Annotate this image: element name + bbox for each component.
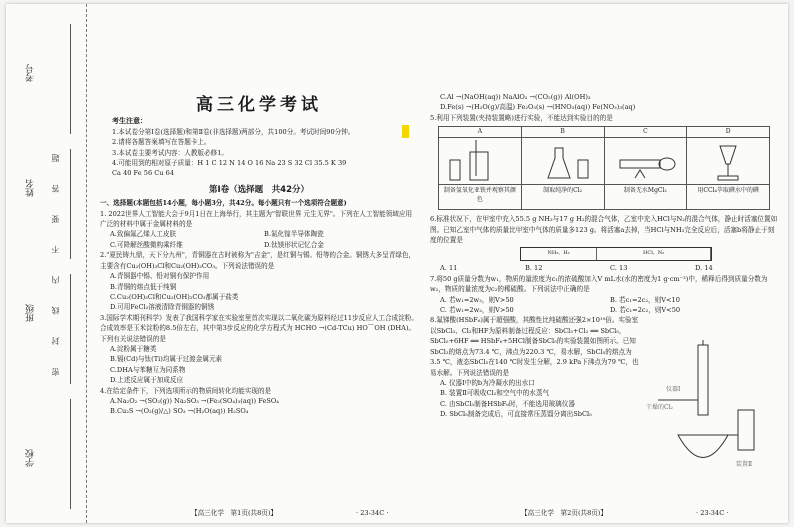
option: A. 仪器Ⅰ中的b为冷凝水的出水口 xyxy=(440,378,535,387)
apparatus-a: A 制备氢氧化亚铁并观察其颜色 xyxy=(439,127,522,209)
option: B.青铜的熔点低于纯铜 xyxy=(110,282,177,291)
fill-line xyxy=(70,24,71,134)
option: D. SbCl₅制备完成后，可直接常压蒸馏分离出SbCl₅ xyxy=(440,410,592,419)
option: C.DHA与苯糖互为同系物 xyxy=(110,365,186,374)
option: D.可用FeCl₃溶液清除青铜器的铜锈 xyxy=(110,303,215,312)
notice-item: 1.本试卷分第Ⅰ卷(选择题)和第Ⅱ卷(非选择题)两部分，共100分。考试时间90分钟。 xyxy=(112,127,355,136)
label-dry-chlorine: 干燥的Cl₂ xyxy=(646,404,673,411)
notice-item: Ca 40 Fe 56 Cu 64 xyxy=(112,169,175,178)
question-stem: 3.国际学术期刊科学》发表了我国科学家在实验室里首次实现以二氧化碳为原料经过11步反应人工合成淀粉。合成效率是玉米淀粉的8.5倍左右，其中第3步反应的化学方程式为 HCHO →(Cd-TCu) HO⌒OH (DHA)。下列有关说法错误的是 xyxy=(100,313,418,343)
fill-line xyxy=(70,274,71,384)
question-stem: 5.利用下列装置(夹持装置略)进行实验，不能达到实验目的的是 xyxy=(430,113,613,122)
question-stem: 8.氟锑酸(HSbF₆)属于超强酸，其酸性比纯硫酸还强2×10¹⁹倍。实验室以SbCl₃、Cl₂和HF为原料制备过程反应：SbCl₃+Cl₂ ══ SbCl₅，SbCl₅+6HF ══ HSbF₆+5HCl制备SbCl₅的实验装置如图所示。已知SbCl₃的熔点为73.4 ℃，沸点为220.3 ℃，易水解，SbCl₅的熔点为3.5 ℃，液态SbCl₅在140 ℃时发生分解，2.9 kPa下沸点为79 ℃，也易水解。下列说法错误的是 xyxy=(430,316,639,377)
option: C. 13 xyxy=(610,264,628,273)
option: B. 装置Ⅱ可吸收Cl₂和空气中的水蒸气 xyxy=(440,389,550,398)
question-stem: 7.将50 g质量分数为w₁，物质的量浓度为c₁的浓硫酸加入V mL水(水的密度为1 g·cm⁻³)中，稀释后得到质量分数为w₂，物质的量浓度为c₂的稀硫酸。下列说法中正确的是 xyxy=(430,274,768,294)
question-stem: 2."夏民铸九鼎，天下分九州"，青铜器在古时被称为"吉金"，是红铜与锡、铅等的合金。铜锈大多呈青绿色，主要含有Cu₂(OH)₃Cl和Cu₂(OH)₂CO₃。下列说法错误的是 xyxy=(100,251,416,270)
option: C. 若w₁=2w₂，则V>50 xyxy=(440,306,514,315)
footer-right-page: 【高三化学 第2页(共8页)】 xyxy=(521,509,608,517)
apparatus-table xyxy=(438,126,770,210)
left-column xyxy=(100,4,418,417)
options xyxy=(100,271,418,313)
fill-line xyxy=(70,399,71,509)
chamber-label-left: NH₃、H₂ xyxy=(521,248,597,260)
option: A.淀粉属于糖类 xyxy=(110,344,157,353)
label-instrument-1: 仪器Ⅰ xyxy=(666,386,681,393)
binding-margin xyxy=(6,4,87,523)
option: B. 若c₁=2c₂，则V<10 xyxy=(610,295,680,304)
question-1 xyxy=(100,209,418,251)
option: A.致偏氟乙烯人工皮肤 xyxy=(110,230,177,239)
option: B. 12 xyxy=(525,264,543,273)
label-device-2: 装置Ⅱ xyxy=(736,461,753,468)
q8-apparatus-drawing xyxy=(638,340,778,490)
options xyxy=(430,378,640,420)
apparatus-d: D 用CCl₄萃取碘水中的碘 xyxy=(687,127,769,209)
notice-item: 4.可能用到的相对原子质量：H 1 C 12 N 14 O 16 Na 23 S 32 Cl 35.5 K 39 xyxy=(112,159,347,168)
options xyxy=(100,344,418,386)
question-6 xyxy=(430,214,780,274)
question-stem: 6.标准状况下，在甲室中充入55.5 g NH₃与17 g H₂的混合气体，乙室中充入HCl与N₂的混合气体，静止时活塞位置如图。已知乙室中气体的质量比甲室中气体的质量多123 g。将活塞a去掉，当HCl与NH₃完全反应后，活塞b将静止于刻度的位置是 xyxy=(430,215,778,245)
option: C.Al →(NaOH(aq)) NaAlO₂ →(CO₂(g)) Al(OH)₃ xyxy=(440,93,591,101)
option: A.青铜器中锡、铅对铜有保护作用 xyxy=(110,272,210,281)
option: B.氮化镓半导体陶瓷 xyxy=(264,230,324,239)
footer-left-code: · 23-34C · xyxy=(356,509,389,517)
apparatus-c-drawing xyxy=(605,138,685,184)
options xyxy=(430,263,780,273)
option: D.上述反应属于加成反应 xyxy=(110,376,184,385)
option: A. 若w₁=2w₂，则V>50 xyxy=(440,295,514,304)
apparatus-c: C 制备无水MgCl₂ xyxy=(605,127,688,209)
question-stem: 1. 2022世界人工智能大会于9月1日在上海举行，其主题为"智联世界 元生无界"。下列在人工智能领域应用广泛的材料中属于金属材料的是 xyxy=(100,209,413,229)
option: A. 11 xyxy=(440,264,458,273)
option: C.可降解丝酸微构乘纤维 xyxy=(110,240,183,249)
question-stem: 4.在给定条件下，下列选项所示的物质间转化均能实现的是 xyxy=(100,386,272,395)
notice-heading: 考生注意： xyxy=(112,116,147,126)
piston-diagram xyxy=(520,247,712,261)
option: B.镉(Cd)与钛(Ti)均属于过渡金属元素 xyxy=(110,355,223,364)
notice-item: 3.本试卷主要考试内容：人教版必修1。 xyxy=(112,148,228,157)
options xyxy=(100,396,418,417)
apparatus-a-drawing xyxy=(440,138,520,184)
exam-sheet xyxy=(6,4,788,523)
question-2 xyxy=(100,250,418,312)
label-kaohao: 考号 xyxy=(26,64,36,82)
apparatus-b-drawing xyxy=(523,138,603,184)
highlight-mark xyxy=(402,125,409,138)
question-3 xyxy=(100,313,418,386)
label-xingming: 姓名 xyxy=(26,179,36,197)
question-7 xyxy=(430,274,780,316)
option: A.Na₂O₂ →(SO₂(g)) Na₂SO₃ →(Fe₂(SO₄)₃(aq)) FeSO₄ xyxy=(110,396,279,405)
notice-list xyxy=(112,127,418,179)
option: D. 14 xyxy=(695,264,713,273)
option: C.Cu₂(OH)₃Cl和Cu₂(OH)₂CO₃都属于盐类 xyxy=(110,292,239,301)
label-banji: 班级 xyxy=(26,304,36,322)
option: D. 若c₁=2c₂，则V<50 xyxy=(610,306,681,315)
chamber-label-right: HCl、N₂ xyxy=(597,248,711,260)
footer-left-page: 【高三化学 第1页(共8页)】 xyxy=(191,509,278,517)
instructions: 一、选择题(本题包括14小题，每小题3分，共42分。每小题只有一个选项符合题意) xyxy=(100,199,347,208)
option: D.钛镁形状记忆合金 xyxy=(264,240,324,249)
option: B.Cu₂S →(O₂(g)/△) SO₃ →(H₂O(aq)) H₂SO₄ xyxy=(110,407,249,416)
option: D.Fe(s) →(H₂O(g)/高温) Fe₂O₃(s) →(HNO₃(aq)) Fe(NO₃)₃(aq) xyxy=(440,103,636,112)
question-4 xyxy=(100,386,418,417)
apparatus-d-drawing xyxy=(688,138,768,184)
q4-continued-options xyxy=(430,92,780,113)
question-5 xyxy=(430,113,780,210)
fill-line xyxy=(70,149,71,259)
options xyxy=(430,295,780,316)
footer-right-code: · 23-34C · xyxy=(696,509,729,517)
notice-item: 2.请将各题答案填写在答题卡上。 xyxy=(112,138,211,147)
exam-title: 高三化学考试 xyxy=(196,95,322,115)
label-xuexiao: 学校 xyxy=(26,449,36,467)
options xyxy=(100,229,418,250)
apparatus-b: B 制取纯净的Cl₂ xyxy=(522,127,605,209)
seal-line-warning: 密 封 线 内 不 要 答 题 xyxy=(51,144,60,376)
question-8 xyxy=(430,315,640,419)
option: C. 由SbCl₅制备HSbF₆时，不能选用玻璃仪器 xyxy=(440,399,575,408)
section-heading: 第Ⅰ卷（选择题 共42分） xyxy=(209,184,309,195)
